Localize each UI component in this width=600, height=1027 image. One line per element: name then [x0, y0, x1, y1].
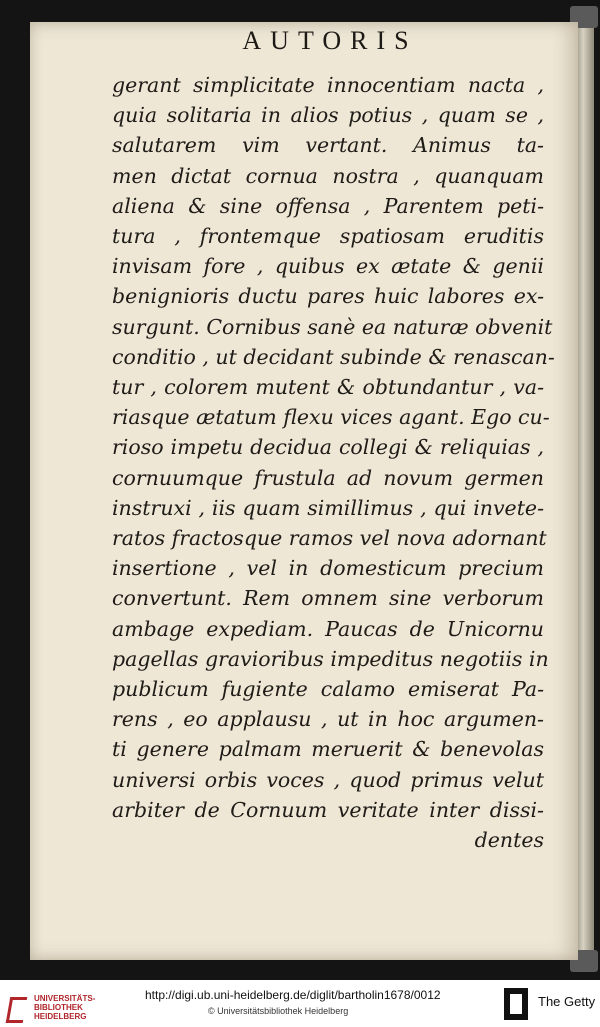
library-logo-text: UNIVERSITÄTS- BIBLIOTHEK HEIDELBERG [34, 994, 96, 1021]
text-line: ambage expediam. Paucas de Unicornu [112, 616, 544, 641]
text-line: riasque ætatum flexu vices agant. Ego cu- [112, 405, 550, 430]
footer-bar [0, 980, 600, 1027]
text-line: invisam fore , quibus ex ætate & genii [112, 254, 544, 279]
library-logo[interactable] [6, 994, 95, 1021]
text-line: convertunt. Rem omnem sine verborum [112, 586, 544, 611]
text-line: dentes [474, 828, 544, 853]
text-line: gerant simplicitate innocentiam nacta , [112, 73, 544, 97]
text-line: publicum fugiente calamo emiserat Pa- [112, 677, 544, 702]
library-logo-icon [6, 995, 28, 1021]
text-line: surgunt. Cornibus sanè ea naturæ obvenit [112, 314, 553, 339]
text-line: men dictat cornua nostra , quanquam [112, 163, 544, 188]
text-line: benignioris ductu pares huic labores ex- [112, 284, 544, 309]
body-text [112, 70, 555, 855]
text-line: ti genere palmam meruerit & benevolas [112, 737, 544, 762]
page-edge [576, 10, 594, 965]
getty-logo-icon [504, 988, 528, 1020]
text-line: tur , colorem mutent & obtundantur , va- [112, 375, 544, 400]
text-line: quia solitaria in alios potius , quam se , [112, 103, 544, 128]
text-line: pagellas gravioribus impeditus negotiis in [112, 646, 549, 671]
text-line: conditio , ut decidant subinde & renascan- [112, 344, 555, 369]
text-line: ratos fractosque ramos vel nova adornant [112, 526, 547, 551]
text-line: rens , eo applausu , ut in hoc argumen- [112, 707, 544, 732]
text-line: tura , frontemque spatiosam eruditis [112, 224, 544, 249]
getty-label[interactable]: The Getty [538, 994, 596, 1009]
copyright-text: © Universitätsbibliothek Heidelberg [208, 1006, 349, 1016]
text-line: insertione , vel in domesticum precium [112, 556, 544, 581]
text-line: arbiter de Cornuum veritate inter dissi- [112, 797, 544, 822]
text-line: rioso impetu decidua collegi & reliquias , [112, 435, 544, 460]
text-line: instruxi , iis quam simillimus , qui invete- [112, 495, 544, 520]
page-url[interactable]: http://digi.ub.uni-heidelberg.de/diglit/bartholin1678/0012 [145, 988, 441, 1002]
text-line: universi orbis voces , quod primus velut [112, 767, 544, 792]
text-line: salutarem vim vertant. Animus ta- [112, 133, 544, 158]
text-line: aliena & sine offensa , Parentem peti- [112, 193, 544, 218]
running-header: AUTORIS [242, 26, 418, 55]
text-line: cornuumque frustula ad novum germen [112, 465, 544, 490]
